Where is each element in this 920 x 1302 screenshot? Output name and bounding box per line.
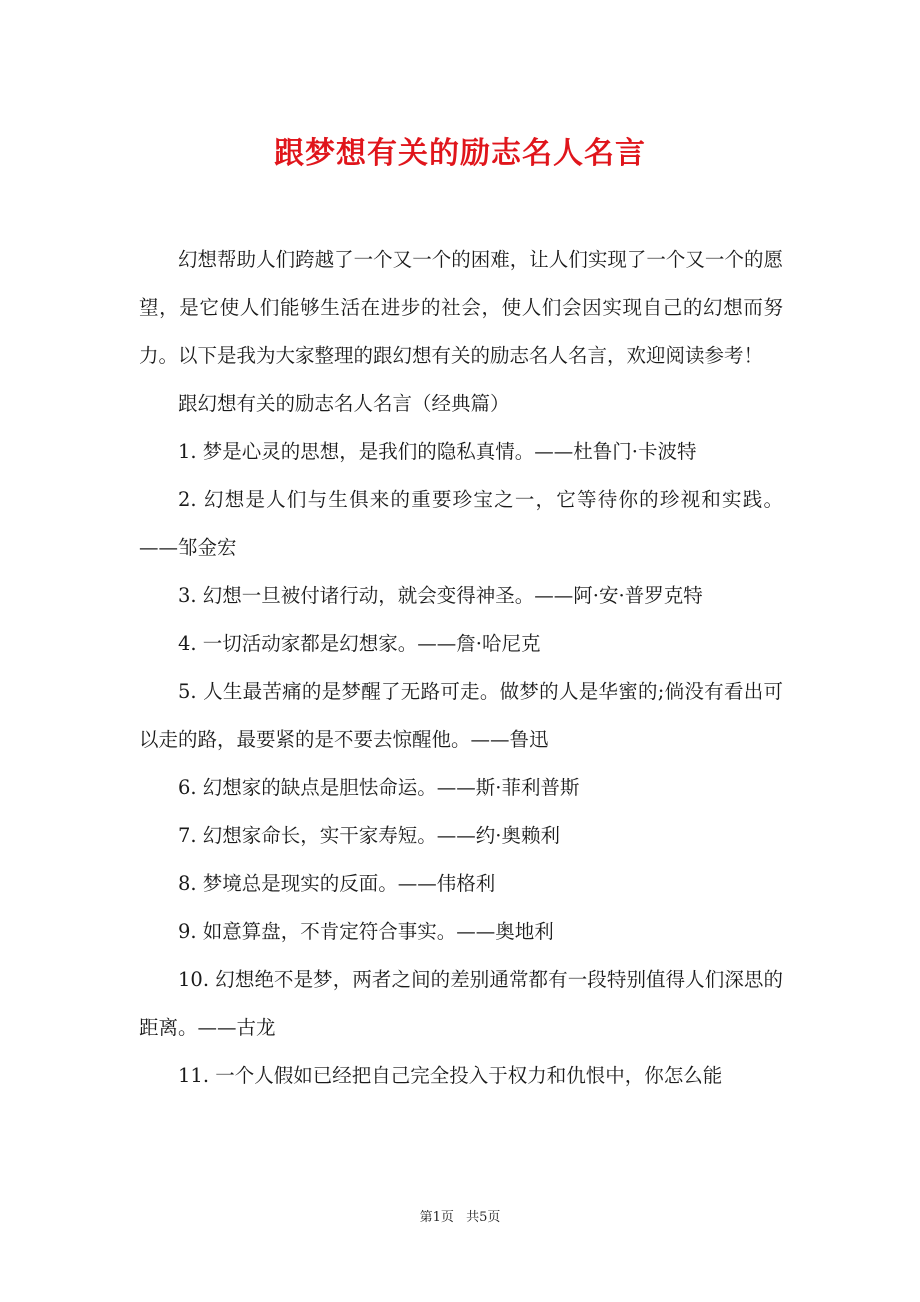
page-footer	[0, 1206, 920, 1225]
page-total: 共5页	[466, 1210, 501, 1225]
quote-item: 6. 幻想家的缺点是胆怯命运。——斯·菲利普斯	[178, 776, 580, 799]
intro-paragraph: 幻想帮助人们跨越了一个又一个的困难，让人们实现了一个又一个的愿望，是它使人们能够生活在进步的社会，使人们会因实现自己的幻想而努力。以下是我为大家整理的跟幻想有关的励志名人名言，欢迎阅读参考！	[139, 248, 783, 367]
document-body	[139, 236, 783, 1100]
quote-item: 5. 人生最苦痛的是梦醒了无路可走。做梦的人是华蜜的;倘没有看出可以走的路，最要紧的是不要去惊醒他。——鲁迅	[139, 680, 783, 751]
section-heading: 跟幻想有关的励志名人名言（经典篇）	[178, 392, 510, 415]
quote-item: 3. 幻想一旦被付诸行动，就会变得神圣。——阿·安·普罗克特	[178, 584, 703, 607]
quote-item: 7. 幻想家命长，实干家寿短。——约·奥赖利	[178, 824, 561, 847]
quote-item: 11. 一个人假如已经把自己完全投入于权力和仇恨中，你怎么能	[178, 1064, 723, 1087]
page-number: 第1页	[419, 1210, 454, 1225]
quote-item: 2. 幻想是人们与生俱来的重要珍宝之一，它等待你的珍视和实践。——邹金宏	[139, 488, 783, 559]
quote-item: 10. 幻想绝不是梦，两者之间的差别通常都有一段特别值得人们深思的距离。——古龙	[139, 968, 783, 1039]
quote-item: 4. 一切活动家都是幻想家。——詹·哈尼克	[178, 632, 541, 655]
quote-item: 8. 梦境总是现实的反面。——伟格利	[178, 872, 496, 895]
quote-item: 1. 梦是心灵的思想，是我们的隐私真情。——杜鲁门·卡波特	[178, 440, 697, 463]
page-title: 跟梦想有关的励志名人名言	[274, 136, 646, 172]
quote-item: 9. 如意算盘，不肯定符合事实。——奥地利	[178, 920, 554, 943]
